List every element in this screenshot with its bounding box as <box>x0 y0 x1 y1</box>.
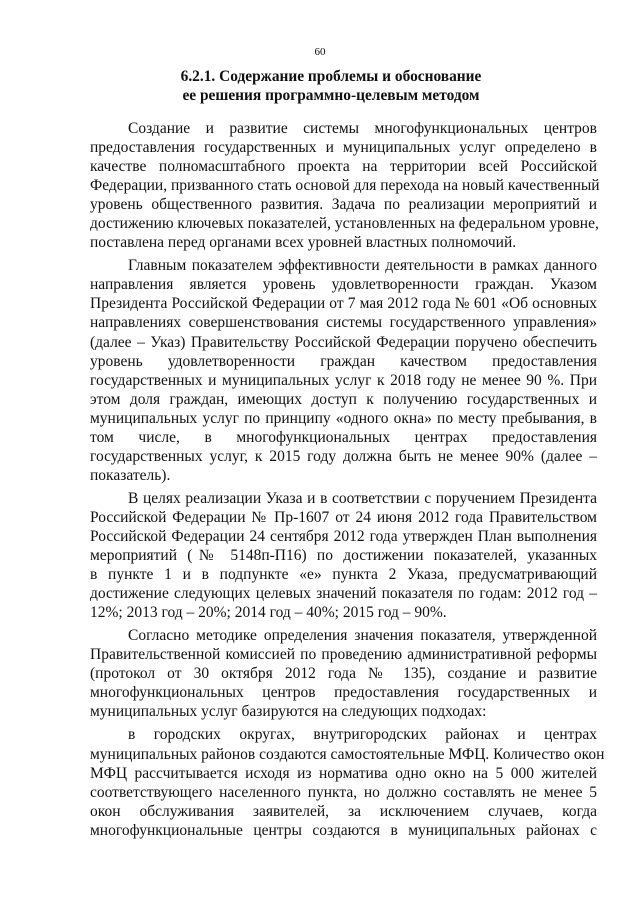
paragraph-line: многофункциональных центров предоставления государственных и <box>90 684 597 702</box>
paragraph-line: муниципальных услуг базируются на следующих подходах: <box>90 703 487 721</box>
paragraph-line: поставлена перед органами всех уровней властных полномочий. <box>90 234 517 252</box>
section-heading-line-2: ее решения программно-целевым методом <box>182 87 480 104</box>
paragraph-line: Правительственной комиссией по проведению административной реформы <box>90 646 597 664</box>
paragraph-line: 12%; 2013 год – 20%; 2014 год – 40%; 2015 год – 90%. <box>90 604 447 622</box>
paragraph-line: (протокол от 30 октября 2012 года № 135), создание и развитие <box>90 665 597 683</box>
paragraph <box>90 489 597 622</box>
section-heading-line-1: 6.2.1. Содержание проблемы и обоснование <box>180 68 482 85</box>
paragraph-line: окон обслуживания заявителей, за исключением случаев, когда <box>90 802 597 820</box>
paragraph-line: Президента Российской Федерации от 7 мая 2012 года № 601 «Об основных <box>90 295 597 313</box>
paragraph-line: в городских округах, внутригородских районах и центрах <box>128 726 597 744</box>
paragraph-line: Российской Федерации 24 сентября 2012 года утвержден План выполнения <box>90 527 597 545</box>
paragraph-line: Главным показателем эффективности деятельности в рамках данного <box>128 257 597 275</box>
paragraph-line: этом доля граждан, имеющих доступ к получению государственных и <box>90 390 597 408</box>
paragraph <box>90 256 597 485</box>
paragraph-line: Согласно методике определения значения показателя, утвержденной <box>128 627 597 645</box>
paragraph-line: В целях реализации Указа и в соответствии с поручением Президента <box>128 489 597 507</box>
paragraph <box>90 119 600 252</box>
paragraph-line: соответствующего населенного пункта, но должно составлять не менее 5 <box>90 783 597 801</box>
paragraph-line: муниципальных районов создаются самостоятельные МФЦ. Количество окон <box>90 745 605 763</box>
paragraph-line: в пункте 1 и в подпункте «е» пункта 2 Указа, предусматривающий <box>90 566 597 584</box>
paragraph-line: Создание и развитие системы многофункциональных центров <box>128 120 597 137</box>
paragraph-line: направлениях совершенствования системы государственного управления» <box>90 314 597 332</box>
paragraph-line: муниципальных услуг по принципу «одного окна» по месту пребывания, в <box>90 409 597 427</box>
section-heading <box>60 67 602 105</box>
paragraph <box>90 626 597 721</box>
paragraph-line: уровень общественного развития. Задача по реализации мероприятий и <box>90 196 597 214</box>
paragraph-line: многофункциональные центры создаются в муниципальных районах с <box>90 821 597 839</box>
paragraph-line: мероприятий (№ 5148п-П16) по достижении показателей, указанных <box>90 547 597 565</box>
paragraph-line: достижение следующих целевых значений показателя по годам: 2012 год – <box>90 585 597 603</box>
paragraph <box>90 725 605 839</box>
paragraph-line: достижению ключевых показателей, установленных на федеральном уровне, <box>90 215 599 233</box>
paragraph-line: (далее – Указ) Правительству Российской Федерации поручено обеспечить <box>90 333 597 351</box>
paragraph-line: направления является уровень удовлетворенности граждан. Указом <box>90 276 597 294</box>
paragraph-line: качестве полномасштабного проекта на территории всей Российской <box>90 158 597 176</box>
paragraph-line: предоставления государственных и муниципальных услуг определено в <box>90 139 597 157</box>
paragraph-line: уровень удовлетворенности граждан качеством предоставления <box>90 352 597 370</box>
paragraph-line: МФЦ рассчитывается исходя из норматива одно окно на 5 000 жителей <box>90 764 597 782</box>
paragraph-line: Федерации, призванного стать основой для перехода на новый качественный <box>90 177 600 195</box>
paragraph-line: Российской Федерации № Пр-1607 от 24 июня 2012 года Правительством <box>90 508 597 526</box>
paragraph-line: том числе, в многофункциональных центрах предоставления <box>90 428 597 446</box>
paragraph-line: показатель). <box>90 466 171 484</box>
paragraph-line: государственных услуг, к 2015 году должна быть не менее 90% (далее – <box>90 447 597 465</box>
page-number: 60 <box>314 46 326 58</box>
body-text <box>90 119 605 840</box>
paragraph-line: государственных и муниципальных услуг к 2018 году не менее 90 %. При <box>90 371 597 389</box>
